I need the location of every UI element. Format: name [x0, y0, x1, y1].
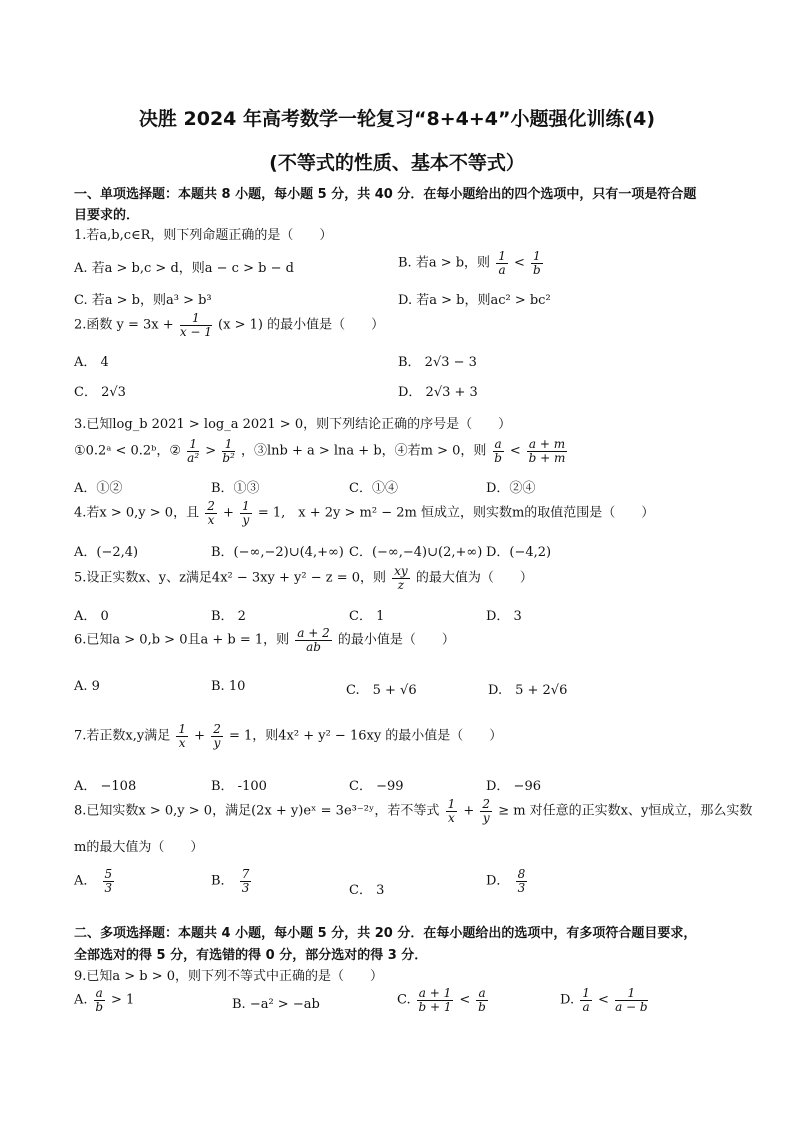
q3-frac2-den: b²	[222, 450, 235, 465]
q8-d-frac-den: 3	[517, 880, 526, 895]
q2-option-b: B． 2√3 − 3	[398, 355, 477, 370]
q1-b-frac2	[531, 250, 543, 276]
q4-option-b: B．(−∞,−2)∪(4,+∞)	[211, 545, 344, 560]
q8-option-b-label: B．	[211, 873, 234, 889]
q8-option-a-label: A．	[74, 873, 97, 889]
q3-frac4-num: a + m	[528, 437, 566, 451]
q4-op-plus: +	[223, 505, 234, 521]
q9-option-c-label: C.	[397, 992, 411, 1008]
q7-option-a: A． −108	[74, 779, 137, 794]
q3-frac2	[222, 438, 235, 464]
q8-d-frac	[516, 868, 528, 894]
q9-d-frac1	[580, 987, 592, 1013]
q3-option-b: B．①③	[211, 481, 260, 496]
q5-frac-num: xy	[394, 564, 408, 578]
q9-option-a-label: A.	[74, 992, 88, 1008]
q5-frac	[392, 565, 410, 591]
q8-b-frac-num: 7	[241, 867, 250, 881]
q1-option-a: A. 若a > b,c > d，则a − c > b − d	[74, 261, 294, 276]
q5-option-c: C． 1	[349, 609, 385, 624]
q9-option-d	[560, 987, 650, 1013]
q3-op-lt: <	[509, 443, 521, 459]
q1-b-frac1-num: 1	[498, 249, 506, 263]
q7-stem-pre: 7.若正数x,y满足	[74, 728, 171, 744]
q3-frac1-den: a²	[187, 450, 200, 465]
q7-frac1-num: 1	[178, 722, 186, 736]
q9-a-post: > 1	[110, 992, 135, 1008]
q6-option-a: A. 9	[74, 679, 100, 694]
q3-frac1	[187, 438, 199, 464]
exam-subtitle: (不等式的性质、基本不等式）	[269, 152, 525, 174]
q9-d-op: <	[598, 992, 609, 1008]
q4-stem	[74, 500, 654, 526]
q8-op-plus: +	[463, 803, 475, 819]
q9-c-op: <	[459, 992, 471, 1008]
q7-op-plus: +	[194, 728, 206, 744]
section2-instructions-line1: 二、多项选择题：本题共 4 小题，每小题 5 分，共 20 分．在每小题给出的选项中，有多项符合题目要求，	[74, 926, 697, 941]
q1-b-frac1-den: a	[498, 262, 506, 277]
q5-frac-den: z	[397, 577, 405, 592]
q3-frac2-num: 1	[222, 438, 235, 452]
q4-frac1	[205, 500, 217, 526]
q5-stem-post: 的最大值为（ ）	[415, 570, 533, 586]
q1-b-frac2-num: 1	[533, 249, 541, 263]
q8-stem-pre: 8.已知实数x > 0,y > 0，满足(2x + y)eˣ = 3e³⁻²ʸ，若不等式	[74, 803, 440, 819]
q9-a-frac	[94, 987, 105, 1013]
q3-op-gt: >	[205, 443, 217, 459]
q4-frac1-num: 2	[207, 499, 215, 513]
q7-frac1-den: x	[178, 735, 186, 750]
q9-d-frac1-den: a	[582, 999, 590, 1014]
q4-option-a: A．(−2,4)	[74, 545, 139, 560]
q7-option-b: B． -100	[211, 779, 267, 794]
q9-option-b: B. −a² > −ab	[232, 997, 320, 1012]
q6-frac-den: ab	[306, 639, 321, 654]
q8-option-c: C． 3	[349, 883, 385, 898]
q8-frac2	[480, 798, 492, 824]
q6-stem-pre: 6.已知a > 0,b > 0且a + b = 1，则	[74, 632, 290, 648]
q7-option-d: D． −96	[486, 779, 541, 794]
q8-a-frac	[103, 868, 115, 894]
q1-b-op: <	[513, 255, 525, 271]
q3-option-a: A．①②	[74, 481, 123, 496]
q6-frac	[295, 627, 331, 653]
q8-b-frac	[240, 868, 252, 894]
q9-option-d-label: D.	[560, 992, 575, 1008]
q3-frac4-den: b + m	[528, 450, 566, 465]
q3-items-pre: ①0.2ᵃ < 0.2ᵇ，②	[74, 443, 182, 459]
q3-frac1-num: 1	[187, 438, 199, 452]
q2-frac-num: 1	[180, 312, 212, 326]
q8-b-frac-den: 3	[241, 880, 250, 895]
q2-option-c: C． 2√3	[74, 385, 126, 400]
q3-frac3-den: b	[494, 450, 502, 465]
q1-b-frac1	[496, 250, 508, 276]
q5-stem	[74, 565, 533, 591]
q9-c-frac1-num: a + 1	[418, 986, 452, 1000]
q1-option-b-label: B. 若a > b，则	[398, 255, 491, 271]
q3-option-c: C．①④	[349, 481, 398, 496]
q7-stem-post: = 1，则4x² + y² − 16xy 的最小值是（ ）	[228, 728, 503, 744]
q5-option-d: D． 3	[486, 609, 522, 624]
q8-a-frac-num: 5	[104, 867, 113, 881]
q8-frac1-num: 1	[447, 797, 456, 811]
q6-stem-post: 的最小值是（ ）	[337, 632, 455, 648]
q8-a-frac-den: 3	[104, 880, 113, 895]
q1-option-b	[398, 250, 545, 276]
q6-option-b: B. 10	[211, 679, 246, 694]
q7-frac2	[211, 723, 223, 749]
section1-instructions-line2: 目要求的．	[74, 208, 140, 223]
q4-stem-post: = 1, x + 2y > m² − 2m 恒成立，则实数m的取值范围是（ ）	[257, 505, 655, 521]
q9-c-frac1	[417, 987, 453, 1013]
q8-frac1	[446, 798, 458, 824]
q8-option-b	[211, 868, 253, 894]
q4-frac1-den: x	[207, 512, 215, 527]
q9-d-frac2-num: 1	[615, 987, 648, 1001]
q9-option-c	[397, 987, 490, 1013]
q2-stem	[74, 312, 384, 338]
q8-frac1-den: x	[448, 810, 455, 825]
q9-d-frac2-den: a − b	[615, 999, 648, 1014]
q8-option-a	[74, 868, 116, 894]
q9-a-frac-num: a	[95, 986, 103, 1000]
q3-frac3-num: a	[494, 437, 502, 451]
q1-stem: 1.若a,b,c∈R，则下列命题正确的是（ ）	[74, 228, 333, 243]
q2-frac	[180, 312, 212, 338]
q6-option-d: D. 5 + 2√6	[488, 683, 568, 698]
q7-frac1	[176, 723, 188, 749]
q9-a-frac-den: b	[95, 999, 104, 1014]
q2-stem-pre: 2.函数 y = 3x +	[74, 317, 174, 333]
section1-instructions-line1: 一、单项选择题：本题共 8 小题，每小题 5 分，共 40 分．在每小题给出的四个选项中，只有一项是符合题	[74, 187, 697, 202]
q9-c-frac2-den: b	[478, 999, 486, 1014]
q1-option-c: C. 若a > b，则a³ > b³	[74, 293, 212, 308]
q9-d-frac1-num: 1	[582, 986, 590, 1000]
q8-frac2-num: 2	[482, 797, 491, 811]
q3-frac4	[527, 438, 567, 464]
section2-instructions-line2: 全部选对的得 5 分，有选错的得 0 分，部分选对的得 3 分．	[74, 948, 428, 963]
q2-option-a: A． 4	[74, 355, 109, 370]
q9-stem: 9.已知a > b > 0，则下列不等式中正确的是（ ）	[74, 969, 384, 984]
q1-b-frac2-den: b	[533, 262, 541, 277]
q3-items-mid: ，③lnb + a > lna + b，④若m > 0，则	[240, 443, 487, 459]
q7-stem	[74, 723, 502, 749]
q8-option-d	[486, 868, 529, 894]
q4-frac2-den: y	[242, 512, 250, 527]
q4-stem-pre: 4.若x > 0,y > 0，且	[74, 505, 200, 521]
q3-option-d: D．②④	[486, 481, 536, 496]
q3-items	[74, 438, 569, 464]
q8-frac2-den: y	[482, 810, 490, 825]
q2-stem-post: (x > 1) 的最小值是（ ）	[218, 317, 385, 333]
q9-c-frac1-den: b + 1	[418, 999, 452, 1014]
q8-stem-post: ≥ m 对任意的正实数x、y恒成立，那么实数	[498, 803, 753, 819]
q7-frac2-den: y	[213, 735, 221, 750]
q6-stem	[74, 627, 455, 653]
q7-frac2-num: 2	[213, 722, 221, 736]
q6-frac-num: a + 2	[297, 626, 330, 640]
q8-d-frac-num: 8	[517, 867, 526, 881]
q4-option-c: C．(−∞,−4)∪(2,+∞)	[349, 545, 483, 560]
q8-stem	[74, 798, 752, 824]
q8-stem-line2: m的最大值为（ ）	[74, 840, 204, 855]
q5-stem-pre: 5.设正实数x、y、z满足4x² − 3xy + y² − z = 0，则	[74, 570, 386, 586]
q2-option-d: D． 2√3 + 3	[398, 385, 478, 400]
q9-option-a	[74, 987, 134, 1013]
q1-option-d: D. 若a > b，则ac² > bc²	[398, 293, 551, 308]
q4-frac2	[240, 500, 252, 526]
exam-title: 决胜 2024 年高考数学一轮复习“8+4+4”小题强化训练(4)	[138, 108, 656, 130]
q5-option-b: B． 2	[211, 609, 246, 624]
q5-option-a: A． 0	[74, 609, 109, 624]
q3-stem: 3.已知log_b 2021 > log_a 2021 > 0，则下列结论正确的序号是（ ）	[74, 417, 512, 432]
q2-frac-den: x − 1	[179, 324, 212, 339]
q9-d-frac2	[615, 987, 648, 1013]
q9-c-frac2-num: a	[478, 986, 486, 1000]
q6-option-c: C. 5 + √6	[346, 683, 417, 698]
q8-option-d-label: D．	[486, 873, 510, 889]
q4-frac2-num: 1	[242, 499, 250, 513]
q7-option-c: C． −99	[349, 779, 404, 794]
q3-frac3	[493, 438, 504, 464]
q9-c-frac2	[476, 987, 487, 1013]
q4-option-d: D．(−4,2)	[486, 545, 552, 560]
